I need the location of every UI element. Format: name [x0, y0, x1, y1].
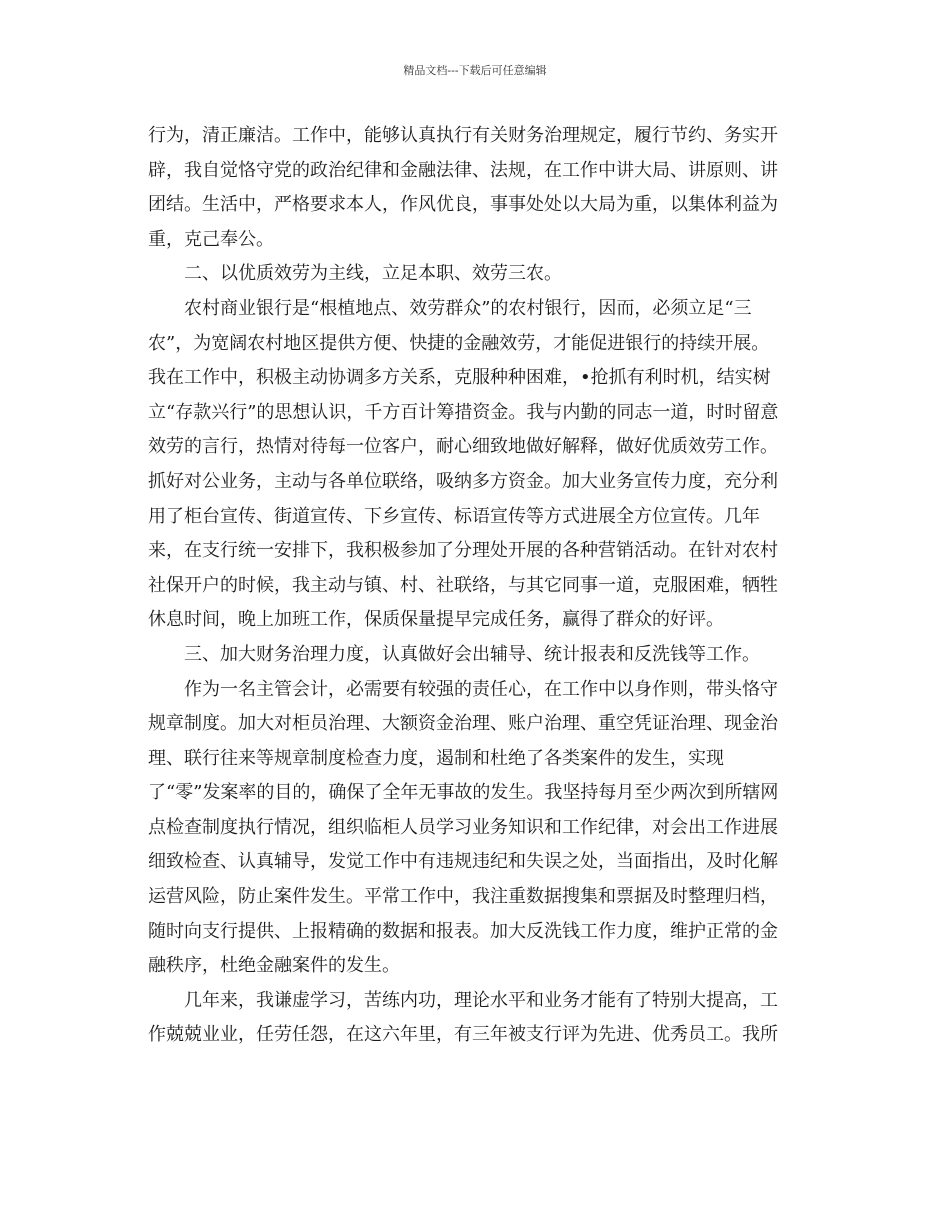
text-line: 几年来，我谦虚学习，苦练内功，理论水平和业务才能有了特别大提高，工	[184, 989, 778, 1011]
text-line: 三、加大财务治理力度，认真做好会出辅导、统计报表和反洗钱等工作。	[184, 643, 760, 665]
text-line: 社保开户的时候，我主动与镇、村、社联络，与其它同事一道，克服困难，牺牲	[148, 574, 778, 596]
text-line: 点检查制度执行情况，组织临柜人员学习业务知识和工作纪律，对会出工作进展	[148, 816, 778, 838]
text-line: 农村商业银行是“根植地点、效劳群众”的农村银行，因而，必须立足“三	[184, 297, 752, 319]
text-line: 作兢兢业业，任劳任怨，在这六年里，有三年被支行评为先进、优秀员工。我所	[148, 1024, 778, 1046]
text-line: 了“零”发案率的目的，确保了全年无事故的发生。我坚持每月至少两次到所辖网	[148, 782, 779, 804]
text-line: 团结。生活中，严格要求本人，作风优良，事事处处以大局为重，以集体利益为	[148, 194, 778, 216]
text-line: 运营风险，防止案件发生。平常工作中，我注重数据搜集和票据及时整理归档，	[148, 886, 778, 908]
text-line: 规章制度。加大对柜员治理、大额资金治理、账户治理、重空凭证治理、现金治	[148, 713, 778, 735]
text-line: 作为一名主管会计，必需要有较强的责任心，在工作中以身作则，带头恪守	[184, 678, 778, 700]
document-body	[148, 119, 808, 1053]
text-line: 来，在支行统一安排下，我积极参加了分理处开展的各种营销活动。在针对农村	[148, 540, 778, 562]
text-line: 融秩序，杜绝金融案件的发生。	[148, 955, 400, 977]
text-line: 用了柜台宣传、街道宣传、下乡宣传、标语宣传等方式进展全方位宣传。几年	[148, 505, 760, 527]
text-line: 立“存款兴行”的思想认识，千方百计筹措资金。我与内勤的同志一道，时时留意	[148, 401, 779, 423]
text-line: 农”，为宽阔农村地区提供方便、快捷的金融效劳，才能促进银行的持续开展。	[148, 332, 770, 354]
text-line: 辟，我自觉恪守党的政治纪律和金融法律、法规，在工作中讲大局、讲原则、讲	[148, 159, 778, 181]
text-line: 抓好对公业务，主动与各单位联络，吸纳多方资金。加大业务宣传力度，充分利	[148, 470, 778, 492]
text-line: 行为，清正廉洁。工作中，能够认真执行有关财务治理规定，履行节约、务实开	[148, 125, 778, 146]
text-line: 重，克己奉公。	[148, 228, 274, 250]
text-line: 随时向支行提供、上报精确的数据和报表。加大反洗钱工作力度，维护正常的金	[148, 920, 778, 942]
text-line: 效劳的言行，热情对待每一位客户，耐心细致地做好解释，做好优质效劳工作。	[148, 436, 778, 458]
text-line: 休息时间，晚上加班工作，保质保量提早完成任务，赢得了群众的好评。	[148, 609, 724, 631]
page-header: 精品文档---下载后可任意编辑	[403, 64, 547, 77]
text-line: 我在工作中，积极主动协调多方关系，克服种种困难，•抢抓有利时机，结实树	[148, 367, 771, 389]
text-line: 二、以优质效劳为主线，立足本职、效劳三农。	[184, 263, 562, 285]
text-line: 理、联行往来等规章制度检查力度，遏制和杜绝了各类案件的发生，实现	[148, 747, 724, 769]
text-line: 细致检查、认真辅导，发觉工作中有违规违纪和失误之处，当面指出，及时化解	[148, 851, 778, 873]
